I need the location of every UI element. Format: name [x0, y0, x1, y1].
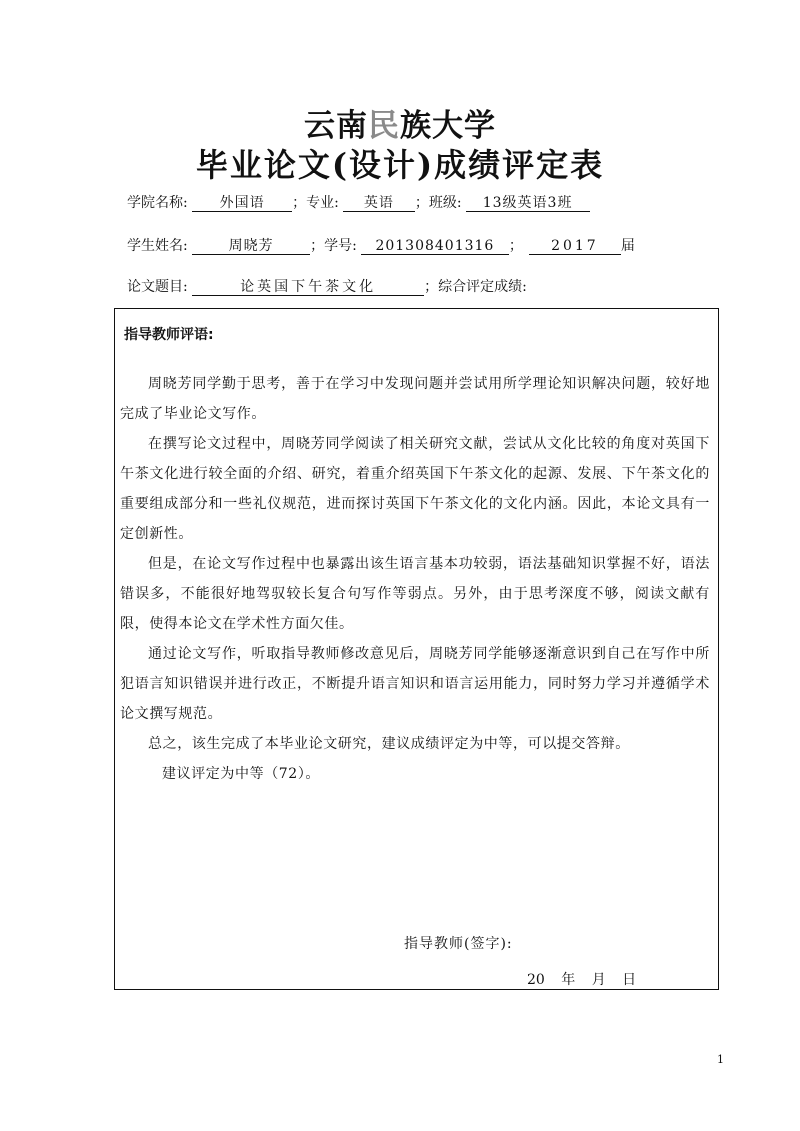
review-recommendation: 建议评定为中等（72）。	[162, 766, 321, 782]
student-id-label: 学号:	[324, 238, 357, 254]
class-value: 13级英语3班	[466, 195, 590, 212]
overall-grade-label: 综合评定成绩:	[438, 279, 527, 295]
review-heading: 指导教师评语:	[124, 327, 214, 343]
university-name-part1: 云南	[304, 108, 368, 144]
major-value: 英语	[343, 195, 415, 212]
student-name-value: 周晓芳	[192, 238, 310, 255]
university-name-part2: 民	[368, 108, 400, 144]
topic-value: 论英国下午茶文化	[192, 279, 424, 296]
review-comments	[120, 369, 710, 789]
college-value: 外国语	[192, 195, 292, 212]
class-label: 班级:	[428, 195, 462, 211]
graduation-year-value: 2017	[529, 238, 621, 255]
topic-label: 论文题目:	[127, 279, 188, 295]
signature-date: 20 年 月 日	[527, 972, 637, 988]
university-name-part3: 族大学	[400, 108, 496, 144]
review-paragraph: 但是，在论文写作过程中也暴露出该生语言基本功较弱，语法基础知识掌握不好，语法错误多，不能很好地驾驭较长复合句写作等弱点。另外，由于思考深度不够，阅读文献有限，使得本论文在学术性方面欠佳。	[120, 556, 710, 632]
review-paragraph: 周晓芳同学勤于思考，善于在学习中发现问题并尝试用所学理论知识解决问题，较好地完成了毕业论文写作。	[120, 376, 710, 422]
advisor-signature-label: 指导教师(签字):	[404, 936, 513, 952]
page-number: 1	[717, 1053, 724, 1066]
form-title: 毕业论文(设计)成绩评定表	[195, 146, 605, 184]
review-paragraph: 在撰写论文过程中，周晓芳同学阅读了相关研究文献，尝试从文化比较的角度对英国下午茶文化进行较全面的介绍、研究，着重介绍英国下午茶文化的起源、发展、下午茶文化的重要组成部分和一些礼仪规范，进而探讨英国下午茶文化的文化内涵。因此，本论文具有一定创新性。	[120, 436, 710, 542]
university-name	[0, 100, 800, 145]
separator: ；	[292, 195, 307, 211]
info-row-student	[127, 235, 635, 255]
major-label: 专业:	[306, 195, 339, 211]
review-paragraph: 总之，该生完成了本毕业论文研究，建议成绩评定为中等，可以提交答辩。	[148, 736, 630, 752]
graduation-year-suffix: 届	[620, 238, 635, 254]
separator: ；	[508, 238, 523, 254]
info-row-college	[127, 192, 590, 212]
student-name-label: 学生姓名:	[127, 238, 188, 254]
review-box	[114, 308, 719, 990]
separator: ；	[424, 279, 439, 295]
review-paragraph: 通过论文写作，听取指导教师修改意见后，周晓芳同学能够逐渐意识到自己在写作中所犯语言知识错误并进行改正，不断提升语言知识和语言运用能力，同时努力学习并遵循学术论文撰写规范。	[120, 646, 710, 722]
college-label: 学院名称:	[127, 195, 188, 211]
student-id-value: 201308401316	[361, 238, 509, 255]
separator: ；	[414, 195, 429, 211]
separator: ；	[310, 238, 325, 254]
info-row-topic	[127, 276, 527, 296]
